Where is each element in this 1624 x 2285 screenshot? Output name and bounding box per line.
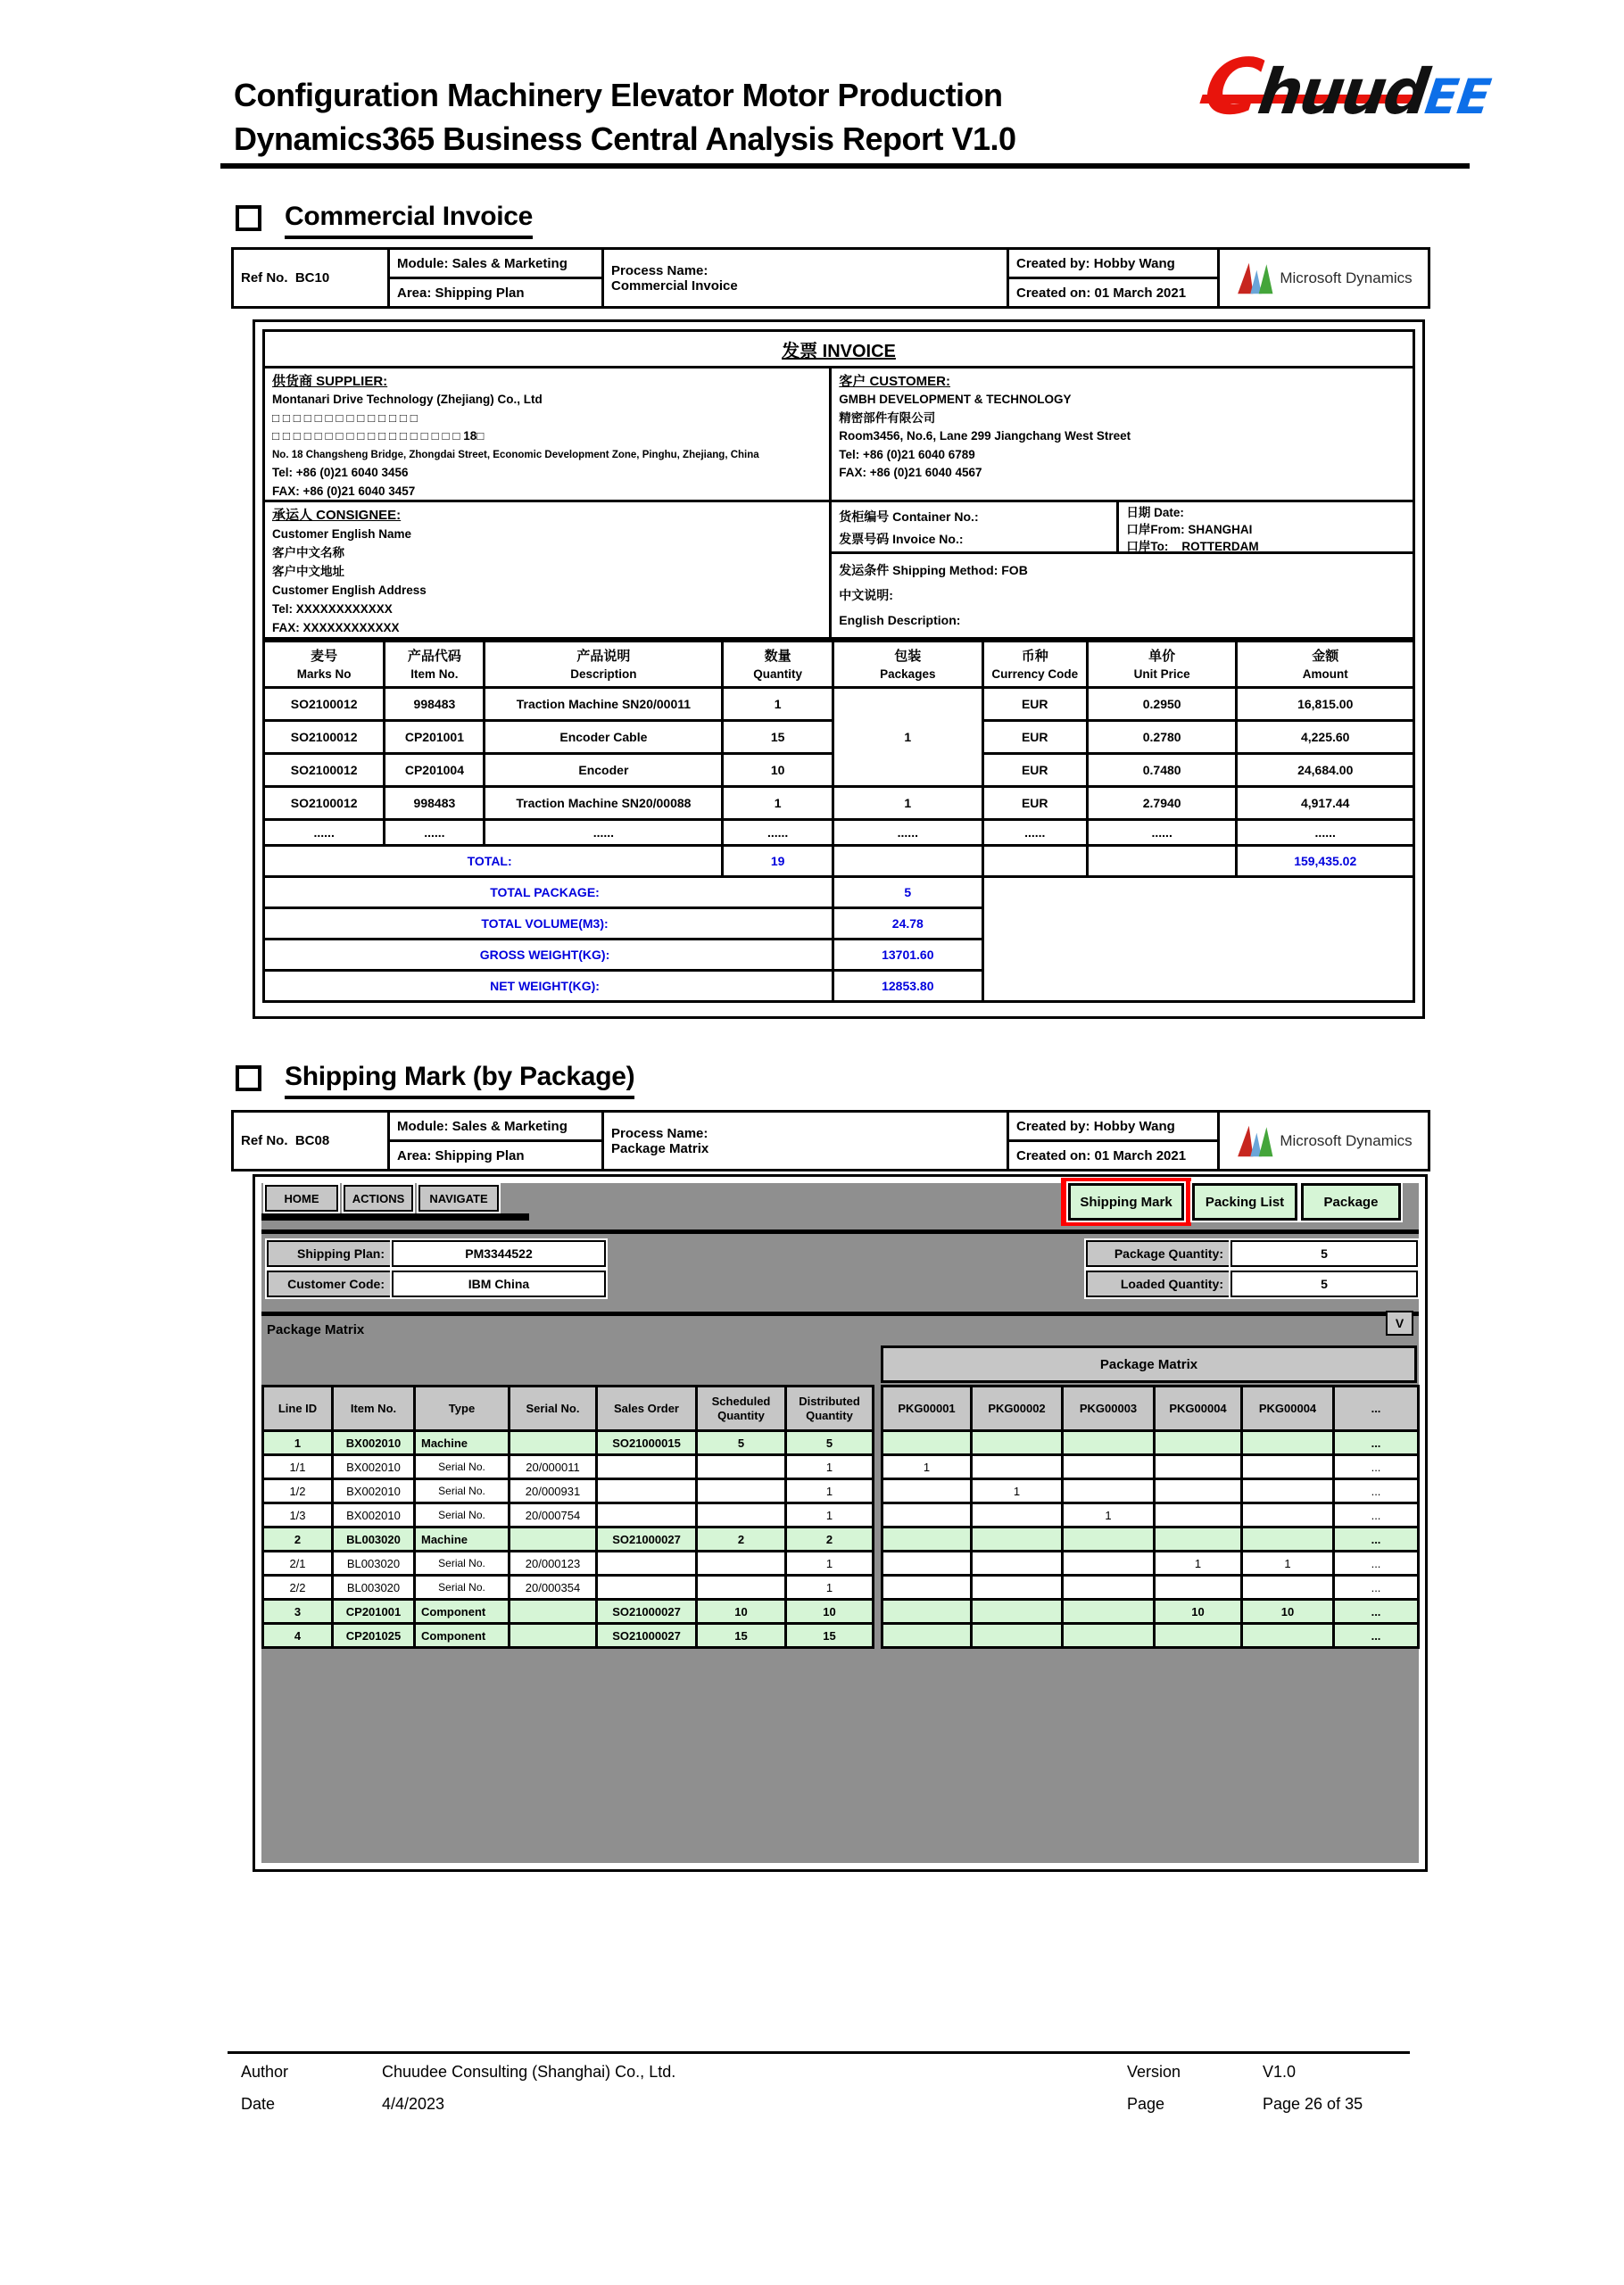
container-invoice-no-block: 货柜编号 Container No.: 发票号码 Invoice No.:: [832, 502, 1119, 551]
package-button[interactable]: Package: [1301, 1183, 1401, 1221]
matrix-header-row: Line ID Item No. Type Serial No. Sales Order Scheduled Quantity Distributed Quantity: [263, 1387, 874, 1431]
ms-dynamics-logo-cell: [1219, 249, 1429, 308]
footer-rule: [228, 2051, 1410, 2054]
ms-dynamics-icon: [1235, 1122, 1274, 1161]
matrix-row: 1 BX002010 Machine SO21000015 5 5: [263, 1431, 874, 1455]
ref-no-cell: Ref No. BC08: [233, 1112, 389, 1171]
footer-author-label: Author: [241, 2063, 289, 2081]
checkbox-icon: [236, 205, 261, 231]
loaded-quantity-field[interactable]: 5: [1230, 1271, 1418, 1297]
shipping-plan-field[interactable]: PM3344522: [392, 1240, 606, 1267]
matrix-pkg-row: 1 ...: [882, 1455, 1419, 1479]
date-ports-block: 日期 Date: 口岸From: SHANGHAI 口岸To: ROTTERDAM: [1126, 506, 1259, 553]
package-quantity-label: Package Quantity:: [1086, 1240, 1230, 1267]
matrix-pkg-row: 1 1 ...: [882, 1552, 1419, 1576]
item-row: SO2100012 998483 Traction Machine SN20/00011 1 1 EUR 0.2950 16,815.00: [264, 688, 1414, 721]
matrix-pkg-row: ...: [882, 1431, 1419, 1455]
section1-heading: [236, 202, 533, 239]
chuudee-logo-c: C: [1189, 43, 1276, 132]
section2-heading-text: Shipping Mark (by Package): [285, 1062, 634, 1099]
header-rule: [220, 163, 1470, 169]
total-row: [264, 846, 1414, 877]
matrix-pkg-row: 1 ...: [882, 1479, 1419, 1503]
module-cell: Module: Sales & Marketing: [389, 1112, 603, 1141]
net-weight-row: NET WEIGHT(KG): 12853.80: [264, 971, 1414, 1002]
app-panel: [261, 1183, 1419, 1863]
total-quantity: 19: [723, 846, 833, 877]
section2-heading: [236, 1062, 634, 1099]
matrix-row: 2 BL003020 Machine SO21000027 2 2: [263, 1527, 874, 1552]
section1-meta-table: [231, 247, 1430, 309]
item-row: SO2100012 CP201004 Encoder 10 EUR 0.7480 24,684.00: [264, 754, 1414, 787]
supplier-block: 供货商 SUPPLIER: Montanari Drive Technology (Zhejiang) Co., Ltd □ □ □ □ □ □ □ □ □ □ □ □ □ □ □ □ □ □ □ □ □ □ □ □ □ □ □ □ □ □ □ □ 18□ No. 18 Changsheng Bridge, Zhongdai Street, Economic Development Zone, Pinghu, Zhejiang, China Tel: +86 (0)21 6040 3456 FAX: +86 (0)21 6040 3457: [265, 368, 832, 500]
customer-label: 客户 CUSTOMER:: [839, 374, 951, 389]
matrix-pkg-header-row: PKG00001 PKG00002 PKG00003 PKG00004 PKG00004 ...: [882, 1387, 1419, 1431]
matrix-row: 1/1 BX002010 Serial No. 20/000011 1: [263, 1455, 874, 1479]
matrix-right-table: [881, 1385, 1420, 1649]
matrix-pkg-row: ...: [882, 1576, 1419, 1600]
process-cell: Process Name: Package Matrix: [603, 1112, 1008, 1171]
consignee-block: 承运人 CONSIGNEE: Customer English Name 客户中文名称 客户中文地址 Customer English Address Tel: XXXXXXXXXXXX FAX: XXXXXXXXXXXX: [265, 502, 832, 637]
invoice-items-table: [262, 640, 1415, 1003]
matrix-row: 1/2 BX002010 Serial No. 20/000931 1: [263, 1479, 874, 1503]
matrix-pkg-row: 1 ...: [882, 1503, 1419, 1527]
matrix-pkg-row: ...: [882, 1624, 1419, 1648]
ribbon-underline: [261, 1213, 529, 1221]
package-quantity-field[interactable]: 5: [1230, 1240, 1418, 1267]
invoice-box: [253, 319, 1425, 1019]
supplier-customer-block: [262, 368, 1415, 502]
footer-version-value: V1.0: [1263, 2063, 1297, 2081]
customer-block: 客户 CUSTOMER: GMBH DEVELOPMENT & TECHNOLOGY 精密部件有限公司 Room3456, No.6, Lane 299 Jiangchang West Street Tel: +86 (0)21 6040 6789 FAX: +86 (0)21 6040 4567: [832, 368, 1413, 500]
item-row: SO2100012 CP201001 Encoder Cable 15 EUR 0.2780 4,225.60: [264, 721, 1414, 754]
tab-actions[interactable]: ACTIONS: [344, 1185, 413, 1212]
separator: [261, 1229, 1419, 1234]
consignee-label: 承运人 CONSIGNEE:: [272, 508, 402, 523]
footer-date-label: Date: [241, 2095, 276, 2113]
footer-page-value: Page 26 of 35: [1263, 2095, 1363, 2113]
chuudee-logo: [1189, 43, 1499, 157]
page-title-line2: Dynamics365 Business Central Analysis Report V1.0: [234, 120, 1016, 157]
total-package-row: TOTAL PACKAGE: 5: [264, 877, 1414, 908]
items-header-row: 麦号 Marks No 产品代码 Item No. 产品说明 Description 数量 Quantity 包装 Packages 币种 Currency Code 单价 Unit Price 金额 Amount: [264, 642, 1414, 688]
ms-dynamics-logo-cell: [1219, 1112, 1429, 1171]
consignee-shipping-block: [262, 502, 1415, 640]
item-row: SO2100012 998483 Traction Machine SN20/00088 1 1 EUR 2.7940 4,917.44: [264, 787, 1414, 820]
footer-page-label: Page: [1127, 2095, 1165, 2113]
created-by-cell: Created by: Hobby Wang: [1008, 249, 1219, 278]
footer-version-label: Version: [1127, 2063, 1181, 2081]
packing-list-button[interactable]: Packing List: [1192, 1183, 1297, 1221]
module-cell: Module: Sales & Marketing: [389, 249, 603, 278]
matrix-row: 2/2 BL003020 Serial No. 20/000354 1: [263, 1576, 874, 1600]
shipping-info-block: [832, 502, 1413, 637]
package-matrix-group-header: Package Matrix: [881, 1345, 1417, 1383]
area-cell: Area: Shipping Plan: [389, 1141, 603, 1171]
chuudee-logo-mid: huud: [1247, 55, 1439, 128]
item-row-ellipsis: ...... ...... ...... ...... ...... ...... ...... ......: [264, 820, 1414, 846]
matrix-row: 3 CP201001 Component SO21000027 10 10: [263, 1600, 874, 1624]
matrix-left-table: [261, 1385, 874, 1649]
created-on-cell: Created on: 01 March 2021: [1008, 278, 1219, 308]
chuudee-logo-ee: EE: [1416, 69, 1499, 125]
separator: [261, 1312, 1419, 1316]
matrix-row: 1/3 BX002010 Serial No. 20/000754 1: [263, 1503, 874, 1527]
matrix-row: 4 CP201025 Component SO21000027 15 15: [263, 1624, 874, 1648]
customer-code-label: Customer Code:: [267, 1271, 392, 1297]
section1-heading-text: Commercial Invoice: [285, 202, 533, 239]
shipping-method-block: 发运条件 Shipping Method: FOB 中文说明: English Description:: [839, 563, 1028, 627]
customer-code-field[interactable]: IBM China: [392, 1271, 606, 1297]
checkbox-icon: [236, 1065, 261, 1091]
ref-no-cell: Ref No. BC10: [233, 249, 389, 308]
created-by-cell: Created by: Hobby Wang: [1008, 1112, 1219, 1141]
page-title: [234, 73, 1016, 161]
section2-meta-table: [231, 1110, 1430, 1171]
package-matrix-screenshot: [253, 1174, 1428, 1872]
page-title-line1: Configuration Machinery Elevator Motor Production: [234, 77, 1003, 113]
footer-date-value: 4/4/2023: [382, 2095, 445, 2113]
tab-navigate[interactable]: NAVIGATE: [418, 1185, 499, 1212]
matrix-pkg-row: 10 10 ...: [882, 1600, 1419, 1624]
supplier-label: 供货商 SUPPLIER:: [272, 374, 388, 389]
shipping-plan-label: Shipping Plan:: [267, 1240, 392, 1267]
tab-home[interactable]: HOME: [265, 1185, 338, 1212]
total-label: TOTAL:: [264, 846, 723, 877]
total-volume-row: TOTAL VOLUME(M3): 24.78: [264, 908, 1414, 940]
package-matrix-section-label: Package Matrix: [267, 1322, 365, 1337]
footer-author-value: Chuudee Consulting (Shanghai) Co., Ltd.: [382, 2063, 676, 2081]
ms-dynamics-label: Microsoft Dynamics: [1280, 269, 1413, 286]
process-cell: Process Name: Commercial Invoice: [603, 249, 1008, 308]
total-amount: 159,435.02: [1237, 846, 1414, 877]
shipping-mark-button[interactable]: Shipping Mark: [1068, 1183, 1184, 1221]
gross-weight-row: GROSS WEIGHT(KG): 13701.60: [264, 940, 1414, 971]
area-cell: Area: Shipping Plan: [389, 278, 603, 308]
loaded-quantity-label: Loaded Quantity:: [1086, 1271, 1230, 1297]
matrix-row: 2/1 BL003020 Serial No. 20/000123 1: [263, 1552, 874, 1576]
ms-dynamics-icon: [1235, 259, 1274, 298]
invoice-title: 发票 INVOICE: [262, 329, 1415, 368]
matrix-pkg-row: ...: [882, 1527, 1419, 1552]
expand-button[interactable]: V: [1386, 1311, 1413, 1336]
created-on-cell: Created on: 01 March 2021: [1008, 1141, 1219, 1171]
ms-dynamics-label: Microsoft Dynamics: [1280, 1131, 1413, 1149]
